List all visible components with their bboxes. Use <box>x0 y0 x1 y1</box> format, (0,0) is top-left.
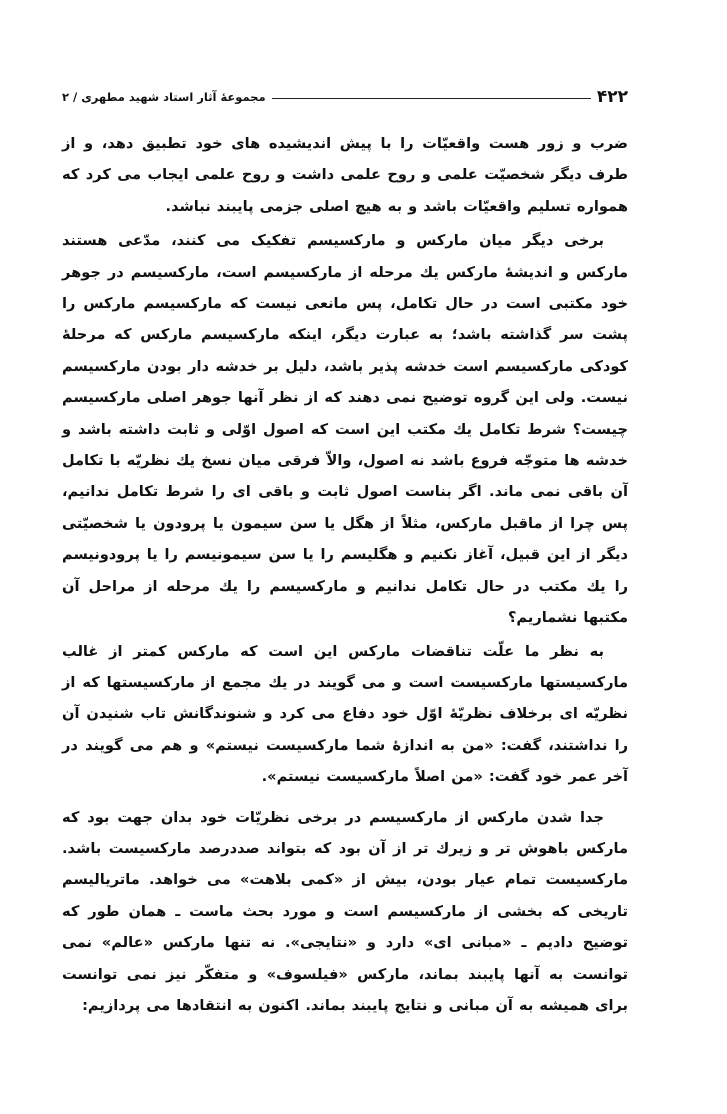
paragraph-marx-vs-marxism: برخی دیگر میان مارکس و مارکسیسم تفکیک می کنند، مدّعی هستند مارکس و اندیشهٔ مارکس یك مرحله از مارکسیسم است، مارکسیسم در جوهر خود مکتبی است در حال تکامل، پس مانعی نیست که مارکسیسم مارکس را پشت سر گذاشته باشد؛ به عبارت دیگر، اینکه مارکسیسم مارکس که مرحلهٔ کودکی مارکسیسم است خدشه پذیر باشد، دلیل بر خدشه دار بودن مارکسیسم نیست. ولی این گروه توضیح نمی دهند که از نظر آنها جوهر اصلی مارکسیسم چیست؟ شرط تکامل یك مکتب این است که اصول اوّلی و ثابت داشته باشد و خدشه ها متوجّه فروع باشد نه اصول، والاّ فرقی میان نسخ یك نظریّه با تکامل آن باقی نمی ماند. اگر بناست اصول ثابت و باقی ای را شرط تکامل ندانیم، پس چرا از ماقبل مارکس، مثلاً از هگل یا سن سیمون یا پرودون یا شخصیّتی دیگر از این قبیل، آغاز نکنیم و هگلیسم را یا سن سیمونیسم را یا پرودونیسم را یك مکتب در حال تکامل ندانیم و مارکسیسم را یك مرحله از مراحل آن مکتبها نشماریم؟ <box>62 232 628 627</box>
header-rule <box>272 98 591 99</box>
paragraph-continuation: ضرب و زور هست واقعیّات را با پیش اندیشیده های خود تطبیق دهد، و از طرف دیگر شخصیّت علمی و روح علمی داشت و روح علمی ایجاب می کرد که همواره تسلیم واقعیّات باشد و به هیچ اصلی جزمی پایبند نباشد. <box>62 135 628 215</box>
series-title: مجموعهٔ آثار استاد شهید مطهری / ۲ <box>62 90 266 104</box>
paragraph-contradictions: به نظر ما علّت تناقضات مارکس این است که مارکس کمتر از غالب مارکسیستها مارکسیست است و می گویند در یك مجمع از مارکسیستها که از نظریّه ای برخلاف نظریّهٔ اوّل خود دفاع می کرد و شنوندگانش تاب شنیدن آن را نداشتند، گفت: «من به اندازهٔ شما مارکسیست نیستم» و هم می گویند در آخر عمر خود گفت: «من اصلاً مارکسیست نیستم». <box>62 642 628 786</box>
paragraph-separation: جدا شدن مارکس از مارکسیسم در برخی نظریّات خود بدان جهت بود که مارکس باهوش تر و زیرك تر از آن بود که بتواند صددرصد مارکسیست باشد. مارکسیست تمام عیار بودن، بیش از «کمی بلاهت» می خواهد. ماتریالیسم تاریخی که بخشی از مارکسیسم است و مورد بحث ماست ـ همان طور که توضیح دادیم ـ «مبانی ای» دارد و «نتایجی». نه تنها مارکس «عالم» نمی توانست به آنها پایبند بماند، مارکس «فیلسوف» و متفکّر نیز نمی توانست برای همیشه به آن مبانی و نتایج پایبند بماند. اکنون به انتقادها می پردازیم: <box>62 808 628 1014</box>
body-text <box>62 128 628 1021</box>
page-number: ۴۲۲ <box>596 87 628 107</box>
running-head <box>62 84 628 110</box>
